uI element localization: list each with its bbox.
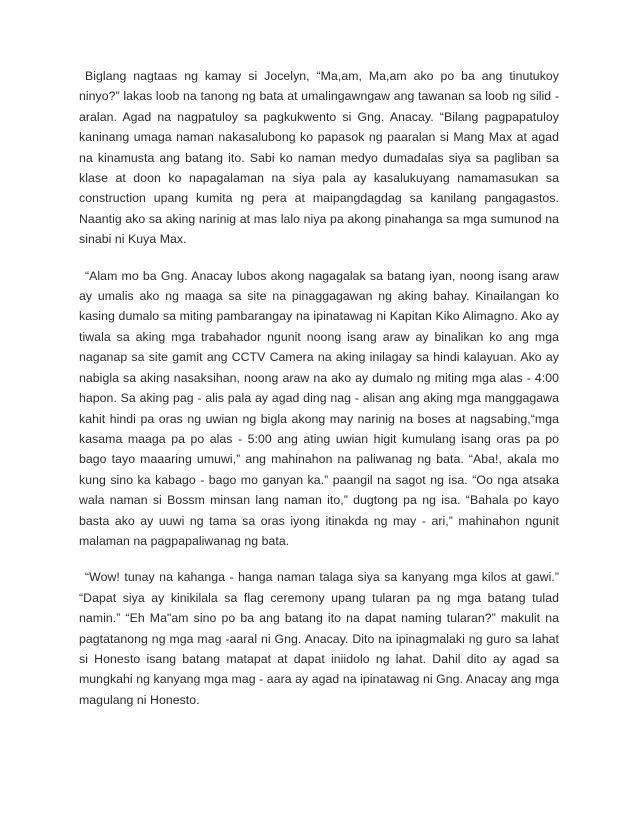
- paragraph-1: Biglang nagtaas ng kamay si Jocelyn, “Ma,am, Ma,am ako po ba ang tinutukoy ninyo?” lakas loob na tanong ng bata at umalingawngaw ang tawanan sa loob ng silid - aralan. Agad na nagpatuloy sa pagkukwento si Gng. Anacay. “Bilang pagpapatuloy kaninang umaga naman nakasalubong ko papasok ng paaralan si Mang Max at agad na kinamusta ang batang ito. Sabi ko naman medyo dumadalas siya sa pagliban sa klase at doon ko napagalaman na siya pala ay kasalukuyang namamasukan sa construction upang kumita ng pera at maipangdagdag sa kanilang pangagastos. Naantig ako sa aking narinig at mas lalo niya pa akong pinahanga sa mga sumunod na sinabi ni Kuya Max.: [79, 69, 559, 247]
- document-page: [79, 66, 559, 710]
- paragraph-2: “Alam mo ba Gng. Anacay lubos akong nagagalak sa batang iyan, noong isang araw ay umalis ako ng maaga sa site na pinaggagawan ng aking bahay. Kinailangan ko kasing dumalo sa miting pambarangay na ipinatawag ni Kapitan Kiko Alimagno. Ako ay tiwala sa aking mga trabahador ngunit noong isang araw ay binalikan ko ang mga naganap sa site gamit ang CCTV Camera na aking inilagay sa hindi kalayuan. Ako ay nabigla sa aking nasaksihan, noong araw na ako ay dumalo ng miting mga alas - 4:00 hapon. Sa aking pag - alis pala ay agad ding nag - alisan ang aking mga manggagawa kahit hindi pa oras ng uwian ng bigla akong may narinig na boses at nagsabing,“mga kasama maaga pa po alas - 5:00 ang ating uwian higit kumulang isang oras pa po bago tayo maaaring umuwi,” ang mahinahon na paliwanag ng bata. “Aba!, akala mo kung sino ka kabago - bago mo ganyan ka.” paangil na sagot ng isa. “Oo nga atsaka wala naman si Bossm minsan lang naman ito,” dugtong pa ng isa. “Bahala po kayo basta ako ay uuwi ng tama sa oras iyong itinakda ng may - ari,” mahinahon ngunit malaman na pagpapaliwanag ng bata.: [79, 268, 559, 548]
- paragraph-3: “Wow! tunay na kahanga - hanga naman talaga siya sa kanyang mga kilos at gawi.” “Dapat siya ay kinikilala sa flag ceremony upang tularan pa ng mga batang tulad namin.” “Eh Ma"am sino po ba ang batang ito na dapat naming tularan?” makulit na pagtatanong ng mga mag -aaral ni Gng. Anacay. Dito na ipinagmalaki ng guro sa lahat si Honesto isang batang matapat at dapat iniidolo ng lahat. Dahil dito ay agad sa mungkahi ng kanyang mga mag - aara ay agad na ipinatawag ni Gng. Anacay ang mga magulang ni Honesto.: [79, 570, 559, 707]
